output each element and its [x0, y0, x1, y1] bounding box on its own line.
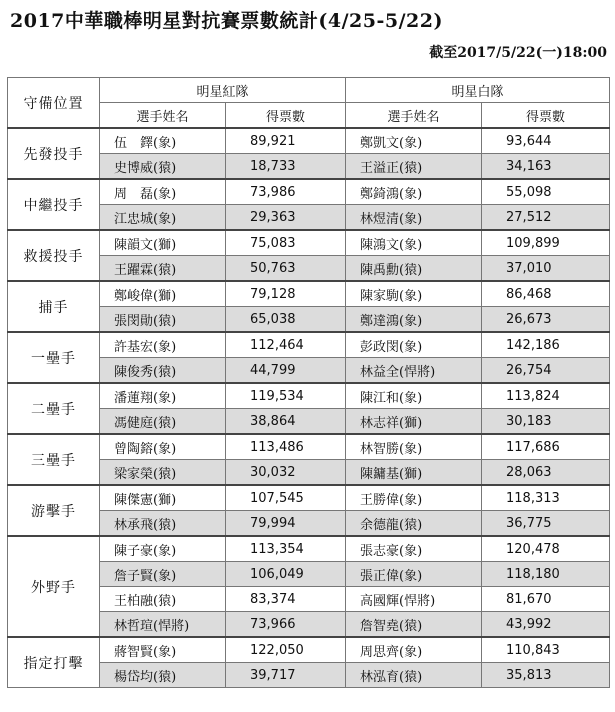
- white-player-name: 林智勝(象): [346, 434, 482, 460]
- red-vote-count: 39,717: [226, 663, 346, 688]
- table-row: [8, 485, 610, 511]
- position-cell: 外野手: [8, 536, 100, 637]
- red-player-name: 陳俊秀(猿): [100, 358, 226, 384]
- red-vote-count: 113,354: [226, 536, 346, 562]
- white-vote-count: 117,686: [482, 434, 610, 460]
- white-player-name: 彭政閔(象): [346, 332, 482, 358]
- red-vote-count: 122,050: [226, 637, 346, 663]
- red-vote-count: 79,128: [226, 281, 346, 307]
- red-player-name: 陳子豪(象): [100, 536, 226, 562]
- red-player-name: 史博威(猿): [100, 154, 226, 180]
- white-player-name: 王勝偉(象): [346, 485, 482, 511]
- white-player-name: 林泓育(猿): [346, 663, 482, 688]
- red-player-name: 王躍霖(猿): [100, 256, 226, 282]
- white-vote-count: 142,186: [482, 332, 610, 358]
- red-player-name: 伍 鐸(象): [100, 128, 226, 154]
- position-cell: 一壘手: [8, 332, 100, 383]
- white-player-name: 張志豪(象): [346, 536, 482, 562]
- red-vote-count: 113,486: [226, 434, 346, 460]
- header-red-team: 明星紅隊: [100, 78, 346, 103]
- red-vote-count: 73,966: [226, 612, 346, 638]
- header-white-team: 明星白隊: [346, 78, 610, 103]
- red-vote-count: 89,921: [226, 128, 346, 154]
- white-vote-count: 93,644: [482, 128, 610, 154]
- white-vote-count: 37,010: [482, 256, 610, 282]
- white-vote-count: 36,775: [482, 511, 610, 537]
- white-vote-count: 27,512: [482, 205, 610, 231]
- white-vote-count: 118,313: [482, 485, 610, 511]
- white-vote-count: 86,468: [482, 281, 610, 307]
- red-player-name: 梁家榮(猿): [100, 460, 226, 486]
- white-player-name: 王溢正(猿): [346, 154, 482, 180]
- white-vote-count: 30,183: [482, 409, 610, 435]
- white-player-name: 林志祥(獅): [346, 409, 482, 435]
- position-cell: 游擊手: [8, 485, 100, 536]
- red-player-name: 王柏融(猿): [100, 587, 226, 612]
- white-vote-count: 35,813: [482, 663, 610, 688]
- white-player-name: 張正偉(象): [346, 562, 482, 587]
- position-cell: 中繼投手: [8, 179, 100, 230]
- red-player-name: 詹子賢(象): [100, 562, 226, 587]
- table-row: [8, 383, 610, 409]
- white-vote-count: 110,843: [482, 637, 610, 663]
- red-player-name: 潘蓮翔(象): [100, 383, 226, 409]
- white-player-name: 余德龍(猿): [346, 511, 482, 537]
- red-player-name: 許基宏(象): [100, 332, 226, 358]
- white-player-name: 鄭達鴻(象): [346, 307, 482, 333]
- votes-table-body: [8, 128, 610, 688]
- red-player-name: 周 磊(象): [100, 179, 226, 205]
- table-row: [8, 536, 610, 562]
- red-vote-count: 119,534: [226, 383, 346, 409]
- table-row: [8, 128, 610, 154]
- white-player-name: 鄭錡鴻(象): [346, 179, 482, 205]
- red-vote-count: 112,464: [226, 332, 346, 358]
- white-vote-count: 118,180: [482, 562, 610, 587]
- red-vote-count: 83,374: [226, 587, 346, 612]
- white-vote-count: 26,754: [482, 358, 610, 384]
- white-vote-count: 34,163: [482, 154, 610, 180]
- position-cell: 三壘手: [8, 434, 100, 485]
- red-vote-count: 30,032: [226, 460, 346, 486]
- white-player-name: 林煜清(象): [346, 205, 482, 231]
- red-player-name: 陳韻文(獅): [100, 230, 226, 256]
- table-row: [8, 637, 610, 663]
- red-vote-count: 44,799: [226, 358, 346, 384]
- position-cell: 救援投手: [8, 230, 100, 281]
- white-player-name: 陳鏞基(獅): [346, 460, 482, 486]
- table-row: [8, 179, 610, 205]
- votes-table: [7, 77, 610, 688]
- header-red-player-name: 選手姓名: [100, 103, 226, 129]
- red-vote-count: 18,733: [226, 154, 346, 180]
- red-vote-count: 73,986: [226, 179, 346, 205]
- header-red-votes: 得票數: [226, 103, 346, 129]
- white-vote-count: 109,899: [482, 230, 610, 256]
- white-player-name: 陳家駒(象): [346, 281, 482, 307]
- header-white-votes: 得票數: [482, 103, 610, 129]
- red-player-name: 鄭峻偉(獅): [100, 281, 226, 307]
- red-vote-count: 65,038: [226, 307, 346, 333]
- table-row: [8, 434, 610, 460]
- red-vote-count: 107,545: [226, 485, 346, 511]
- red-player-name: 林承飛(猿): [100, 511, 226, 537]
- white-player-name: 鄭凱文(象): [346, 128, 482, 154]
- as-of-timestamp: 截至2017/5/22(一)18:00: [429, 45, 607, 61]
- red-vote-count: 29,363: [226, 205, 346, 231]
- position-cell: 捕手: [8, 281, 100, 332]
- red-player-name: 張閔勛(猿): [100, 307, 226, 333]
- page-title: 2017中華職棒明星對抗賽票數統計(4/25-5/22): [10, 10, 443, 32]
- white-player-name: 陳江和(象): [346, 383, 482, 409]
- white-vote-count: 81,670: [482, 587, 610, 612]
- red-vote-count: 38,864: [226, 409, 346, 435]
- red-player-name: 林哲瑄(悍將): [100, 612, 226, 638]
- white-vote-count: 113,824: [482, 383, 610, 409]
- white-player-name: 詹智堯(猿): [346, 612, 482, 638]
- red-player-name: 蔣智賢(象): [100, 637, 226, 663]
- red-vote-count: 50,763: [226, 256, 346, 282]
- table-row: [8, 332, 610, 358]
- red-player-name: 馮健庭(猿): [100, 409, 226, 435]
- red-player-name: 江忠城(象): [100, 205, 226, 231]
- white-vote-count: 55,098: [482, 179, 610, 205]
- white-player-name: 林益全(悍將): [346, 358, 482, 384]
- red-vote-count: 79,994: [226, 511, 346, 537]
- white-player-name: 陳鴻文(象): [346, 230, 482, 256]
- red-vote-count: 106,049: [226, 562, 346, 587]
- white-vote-count: 28,063: [482, 460, 610, 486]
- red-player-name: 楊岱均(猿): [100, 663, 226, 688]
- white-vote-count: 26,673: [482, 307, 610, 333]
- table-row: [8, 281, 610, 307]
- white-vote-count: 43,992: [482, 612, 610, 638]
- header-position: 守備位置: [8, 78, 100, 129]
- position-cell: 二壘手: [8, 383, 100, 434]
- red-vote-count: 75,083: [226, 230, 346, 256]
- red-player-name: 曾陶鎔(象): [100, 434, 226, 460]
- header-white-player-name: 選手姓名: [346, 103, 482, 129]
- white-vote-count: 120,478: [482, 536, 610, 562]
- white-player-name: 周思齊(象): [346, 637, 482, 663]
- white-player-name: 陳禹勳(猿): [346, 256, 482, 282]
- table-row: [8, 230, 610, 256]
- position-cell: 指定打擊: [8, 637, 100, 688]
- position-cell: 先發投手: [8, 128, 100, 179]
- red-player-name: 陳傑憲(獅): [100, 485, 226, 511]
- white-player-name: 高國輝(悍將): [346, 587, 482, 612]
